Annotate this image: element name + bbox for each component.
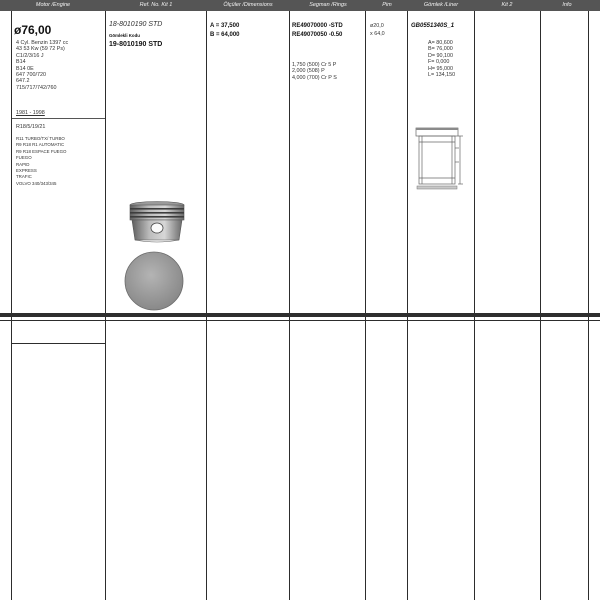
grid-line xyxy=(206,11,207,600)
engine-spec-line: 43 53 Kw (59 72 Ps) xyxy=(16,46,65,53)
application-line: RAPID xyxy=(16,161,30,167)
ring-spec-line: 1,750 (500) Cr 5 P xyxy=(292,62,337,68)
application-line: TRAFIC xyxy=(16,174,32,180)
grid-line xyxy=(407,11,408,600)
col-header-motor: Motor /Engine xyxy=(35,2,71,8)
engine-spec-line: B14 xyxy=(16,59,26,66)
col-header-info: Info xyxy=(562,2,572,8)
engine-divider xyxy=(12,118,105,119)
application-line: R9 R18 ESPACE FUEGO xyxy=(16,148,67,154)
grid-line xyxy=(365,11,366,600)
row-separator xyxy=(0,320,600,321)
engine-spec-line: 4 Cyl. Benzin 1397 cc xyxy=(16,40,69,46)
row-separator xyxy=(11,343,106,344)
liner-spec-line: D= 90,100 xyxy=(428,52,454,59)
liner-spec-line: L= 134,150 xyxy=(428,71,456,78)
kit-ref-primary: 18-8010190 STD xyxy=(109,21,163,28)
kit-ref-label: Gömlekli Kodu xyxy=(109,33,140,38)
col-header-kit2: Kit 2 xyxy=(501,2,513,8)
liner-spec-line: A= 80,600 xyxy=(428,40,453,46)
liner-spec-line: F= 0,000 xyxy=(428,59,450,66)
piston-side-icon xyxy=(124,200,190,244)
col-header-rings: Segman /Rings xyxy=(309,2,347,8)
application-line: EXPRESS xyxy=(16,167,37,173)
bore-diameter: ø76,00 xyxy=(14,23,52,37)
row-separator xyxy=(0,313,600,317)
liner-spec-line: B= 76,000 xyxy=(428,46,453,53)
ring-spec-line: 2,000 (508) P xyxy=(292,68,325,75)
engine-spec-line: 715/717/742/760 xyxy=(16,84,57,91)
grid-line xyxy=(289,11,290,600)
pin-length: x 64,0 xyxy=(370,31,385,37)
col-header-ref: Ref. No. Kit 1 xyxy=(139,2,173,8)
grid-line xyxy=(105,11,106,600)
engine-years: 1981 - 1998 xyxy=(16,110,45,116)
ring-specs xyxy=(292,62,337,81)
pin-diameter: ø20,0 xyxy=(370,23,384,29)
engine-spec-line: B14 0E xyxy=(16,65,34,72)
application-line: R11 TURBO/TX/ TURBO xyxy=(16,136,65,141)
liner-specs xyxy=(428,40,455,78)
application-line: VOLVO 340/343/345 xyxy=(16,180,57,186)
engine-spec-line: C1/2/3/16 J xyxy=(16,52,44,59)
liner-drawing-icon xyxy=(413,118,467,190)
ring-ref-std: RE49070000 -STD xyxy=(292,23,343,29)
dimension-b: B = 64,000 xyxy=(210,32,240,38)
application-line: R9 R18 R1 AUTOMATIC xyxy=(16,142,65,148)
grid-line xyxy=(588,11,589,600)
dimension-a: A = 37,500 xyxy=(210,23,240,29)
engine-code: R18/5/19/21 xyxy=(16,124,46,130)
liner-spec-line: H= 95,000 xyxy=(428,65,454,72)
ring-ref-oversize: RE49070050 -0.50 xyxy=(292,32,343,38)
col-header-dimensions: Ölçüler /Dimensions xyxy=(223,2,273,8)
engine-spec-line: 647 700/720 xyxy=(16,71,46,78)
piston-crown-icon xyxy=(123,250,185,312)
ring-spec-line: 4,000 (700) Cr P S xyxy=(292,74,337,81)
engine-applications xyxy=(16,136,66,187)
kit-ref-secondary: 19-8010190 STD xyxy=(109,41,163,48)
grid-line xyxy=(11,11,12,600)
application-line: FUEGO xyxy=(16,155,32,161)
engine-specs xyxy=(16,40,68,91)
col-header-pin: Pim xyxy=(382,2,392,8)
grid-line xyxy=(540,11,541,600)
col-header-liner: Gömlek /Liner xyxy=(423,2,459,8)
liner-ref: GB0551340S_1 xyxy=(411,23,455,29)
table-header xyxy=(0,0,600,11)
engine-spec-line: 647.2 xyxy=(16,78,30,85)
grid-line xyxy=(474,11,475,600)
